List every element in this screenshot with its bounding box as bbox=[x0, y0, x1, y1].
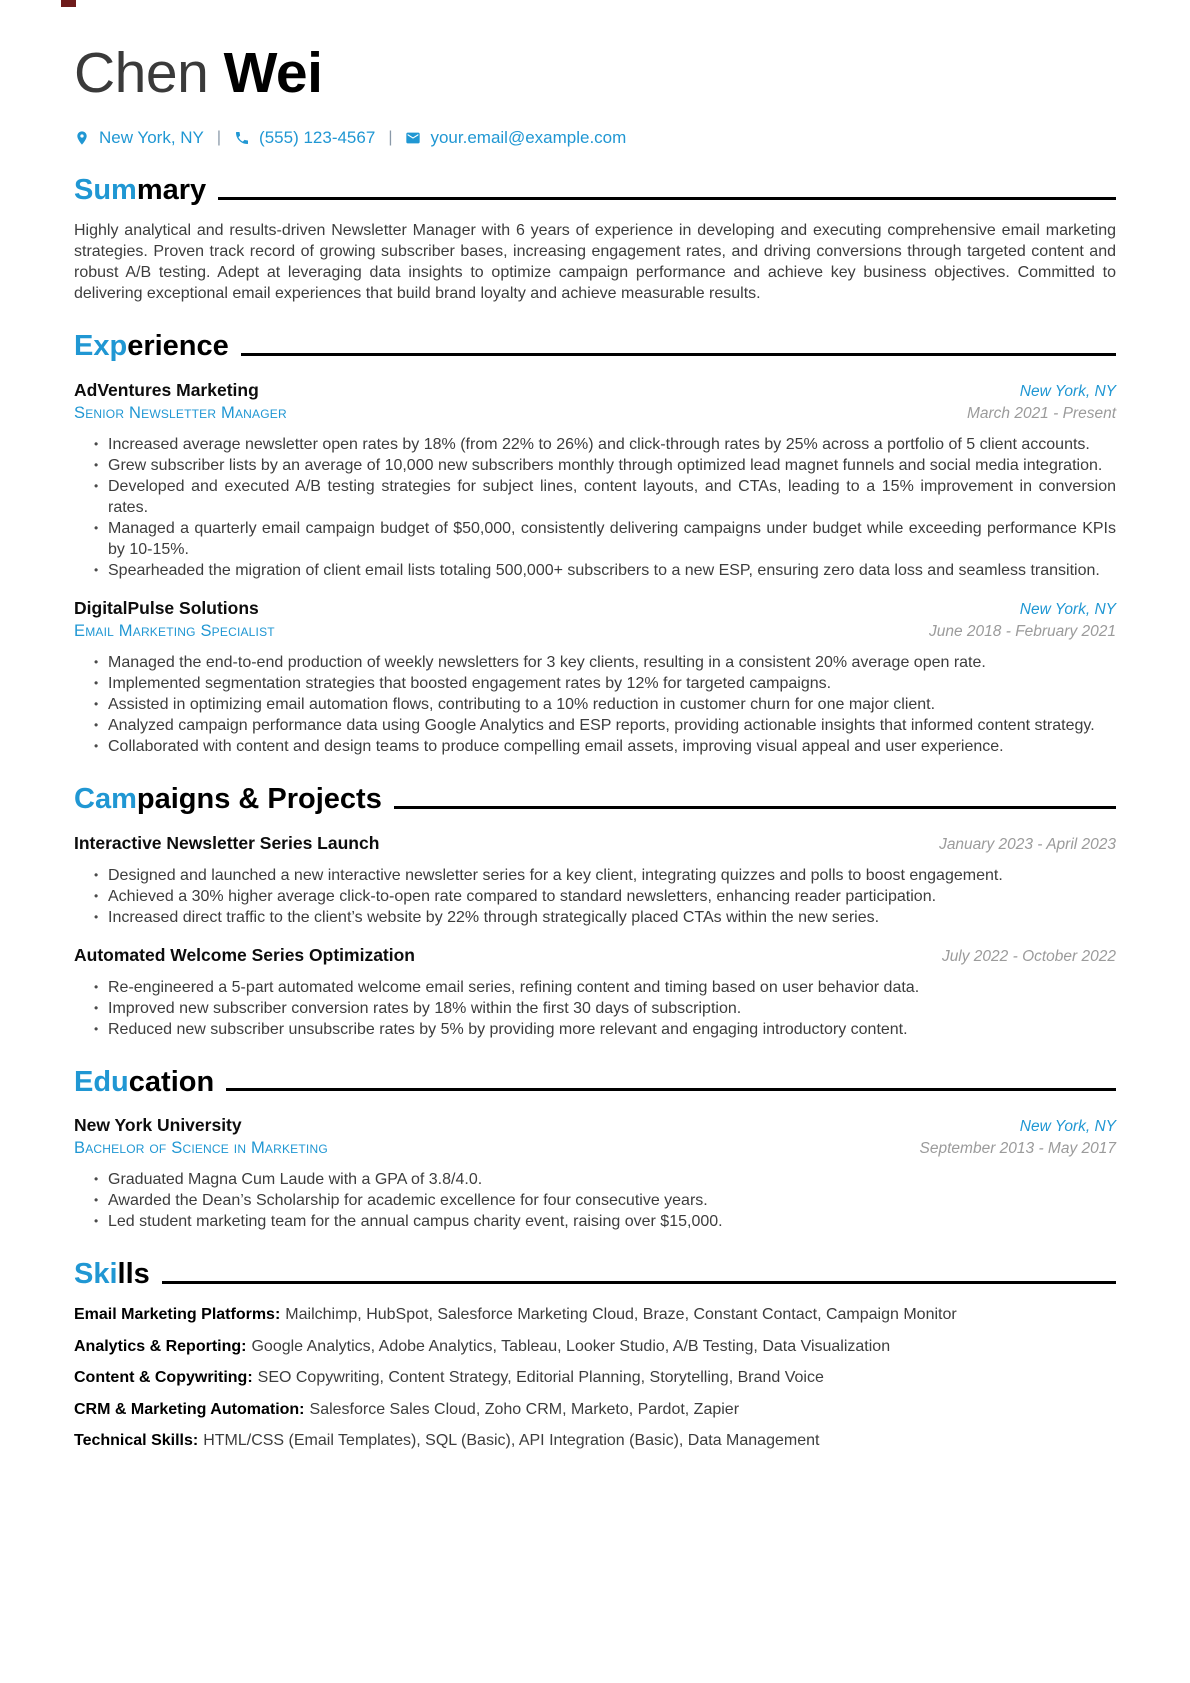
skill-row bbox=[74, 1430, 1116, 1451]
project-name: Automated Welcome Series Optimization bbox=[74, 944, 415, 965]
job-title: Senior Newsletter Manager bbox=[74, 403, 287, 422]
experience-entry bbox=[74, 598, 1116, 757]
contact-email[interactable] bbox=[405, 128, 626, 148]
section-rule bbox=[241, 353, 1116, 356]
bullet-item: • Increased average newsletter open rates by 18% (from 22% to 26%) and click-through rates by 25% across a portfolio of 5 client accounts. bbox=[108, 434, 1116, 455]
contact-phone[interactable] bbox=[234, 128, 375, 148]
bullet-item: • Managed the end-to-end production of weekly newsletters for 3 key clients, resulting in a consistent 20% average open rate. bbox=[108, 652, 1116, 673]
company-name: AdVentures Marketing bbox=[74, 379, 259, 400]
skill-category-label: Content & Copywriting: bbox=[74, 1369, 253, 1387]
bullet-item: • Managed a quarterly email campaign budget of $50,000, consistently delivering campaigns under budget while exceeding performance KPIs by 10-15%. bbox=[108, 518, 1116, 560]
skill-values: Google Analytics, Adobe Analytics, Tableau, Looker Studio, A/B Testing, Data Visualization bbox=[251, 1337, 891, 1355]
skill-row bbox=[74, 1304, 1116, 1325]
skill-values: SEO Copywriting, Content Strategy, Editorial Planning, Storytelling, Brand Voice bbox=[257, 1369, 824, 1387]
project-bullets bbox=[74, 865, 1116, 928]
bullet-item: • Awarded the Dean’s Scholarship for academic excellence for four consecutive years. bbox=[108, 1190, 1116, 1211]
bullet-item: • Increased direct traffic to the client’s website by 22% through strategically placed CTAs within the new series. bbox=[108, 907, 1116, 928]
experience-bullets bbox=[74, 434, 1116, 581]
project-dates: July 2022 - October 2022 bbox=[941, 947, 1116, 965]
location-pin-icon bbox=[74, 130, 90, 146]
company-name: DigitalPulse Solutions bbox=[74, 597, 259, 618]
education-bullets bbox=[74, 1169, 1116, 1232]
phone-icon bbox=[234, 130, 250, 146]
section-rule bbox=[162, 1281, 1116, 1284]
first-name: Chen bbox=[74, 41, 209, 105]
bullet-item: • Led student marketing team for the annual campus charity event, raising over $15,000. bbox=[108, 1211, 1116, 1232]
section-heading-skills: Ski lls bbox=[74, 1259, 1116, 1291]
project-entry bbox=[74, 945, 1116, 1040]
phone-text: (555) 123-4567 bbox=[259, 127, 376, 147]
corner-artifact bbox=[61, 0, 76, 7]
project-entry bbox=[74, 833, 1116, 928]
experience-bullets bbox=[74, 652, 1116, 757]
bullet-item: • Implemented segmentation strategies that boosted engagement rates by 12% for targeted campaigns. bbox=[108, 673, 1116, 694]
section-rule bbox=[226, 1088, 1116, 1091]
education-entry bbox=[74, 1115, 1116, 1232]
company-location: New York, NY bbox=[1019, 600, 1116, 618]
section-rule bbox=[394, 806, 1116, 809]
bullet-item: • Spearheaded the migration of client email lists totaling 500,000+ subscribers to a new ESP, ensuring zero data loss and seamless transition. bbox=[108, 560, 1116, 581]
job-dates: June 2018 - February 2021 bbox=[929, 622, 1116, 640]
school-name: New York University bbox=[74, 1115, 242, 1136]
bullet-item: • Improved new subscriber conversion rates by 18% within the first 30 days of subscription. bbox=[108, 998, 1116, 1019]
contact-separator: | bbox=[388, 128, 393, 146]
skill-values: HTML/CSS (Email Templates), SQL (Basic), API Integration (Basic), Data Management bbox=[203, 1432, 820, 1450]
bullet-item: • Assisted in optimizing email automation flows, contributing to a 10% reduction in customer churn for one major client. bbox=[108, 694, 1116, 715]
project-dates: January 2023 - April 2023 bbox=[939, 835, 1116, 853]
degree-title: Bachelor of Science in Marketing bbox=[74, 1139, 328, 1158]
skill-category-label: Email Marketing Platforms: bbox=[74, 1306, 281, 1324]
skill-values: Salesforce Sales Cloud, Zoho CRM, Marketo, Pardot, Zapier bbox=[309, 1400, 740, 1418]
company-location: New York, NY bbox=[1019, 382, 1116, 400]
last-name: Wei bbox=[223, 41, 323, 105]
skill-category-label: CRM & Marketing Automation: bbox=[74, 1400, 305, 1418]
bullet-item: • Grew subscriber lists by an average of 10,000 new subscribers monthly through optimized lead magnet funnels and social media integration. bbox=[108, 455, 1116, 476]
skill-category-label: Analytics & Reporting: bbox=[74, 1337, 247, 1355]
person-name bbox=[74, 41, 1116, 105]
education-dates: September 2013 - May 2017 bbox=[919, 1140, 1116, 1158]
job-title: Email Marketing Specialist bbox=[74, 621, 275, 640]
email-text: your.email@example.com bbox=[430, 127, 627, 147]
experience-entry bbox=[74, 380, 1116, 581]
bullet-item: • Re-engineered a 5-part automated welcome email series, refining content and timing based on user behavior data. bbox=[108, 977, 1116, 998]
school-location: New York, NY bbox=[1019, 1118, 1116, 1136]
skill-category-label: Technical Skills: bbox=[74, 1432, 199, 1450]
bullet-item: • Achieved a 30% higher average click-to-open rate compared to standard newsletters, enhancing reader participation. bbox=[108, 886, 1116, 907]
bullet-item: • Reduced new subscriber unsubscribe rates by 5% by providing more relevant and engaging introductory content. bbox=[108, 1019, 1116, 1040]
bullet-item: • Designed and launched a new interactive newsletter series for a key client, integrating quizzes and polls to boost engagement. bbox=[108, 865, 1116, 886]
section-heading-education: Edu cation bbox=[74, 1067, 1116, 1099]
section-rule bbox=[218, 197, 1116, 200]
summary-text: Highly analytical and results-driven Newsletter Manager with 6 years of experience in developing and executing comprehensive email marketing strategies. Proven track record of growing subscriber bases, increasing engagement rates, and driving conversions through targeted content and robust A/B testing. Adept at leveraging data insights to optimize campaign performance and achieve key business objectives. Committed to delivering exceptional email experiences that build brand loyalty and achieve measurable results. bbox=[74, 221, 1116, 302]
bullet-item: • Analyzed campaign performance data using Google Analytics and ESP reports, providing actionable insights that informed content strategy. bbox=[108, 715, 1116, 736]
contact-location bbox=[74, 128, 204, 148]
contact-separator: | bbox=[216, 128, 222, 146]
section-heading-projects: Cam paigns & Projects bbox=[74, 784, 1116, 816]
job-dates: March 2021 - Present bbox=[966, 404, 1116, 422]
contact-bar bbox=[74, 128, 1116, 148]
bullet-item: • Collaborated with content and design teams to produce compelling email assets, improving visual appeal and user experience. bbox=[108, 736, 1116, 757]
bullet-item: • Developed and executed A/B testing strategies for subject lines, content layouts, and CTAs, leading to a 15% improvement in conversion rates. bbox=[108, 476, 1116, 518]
skill-row bbox=[74, 1367, 1116, 1388]
section-heading-summary: Sum mary bbox=[74, 175, 1116, 207]
project-bullets bbox=[74, 977, 1116, 1040]
bullet-item: • Graduated Magna Cum Laude with a GPA of 3.8/4.0. bbox=[108, 1169, 1116, 1190]
skill-values: Mailchimp, HubSpot, Salesforce Marketing Cloud, Braze, Constant Contact, Campaign Monitor bbox=[285, 1306, 957, 1324]
location-text: New York, NY bbox=[99, 127, 204, 147]
envelope-icon bbox=[405, 130, 421, 146]
section-heading-experience: Exp erience bbox=[74, 331, 1116, 363]
project-name: Interactive Newsletter Series Launch bbox=[74, 832, 380, 853]
skill-row bbox=[74, 1399, 1116, 1420]
skill-row bbox=[74, 1336, 1116, 1357]
